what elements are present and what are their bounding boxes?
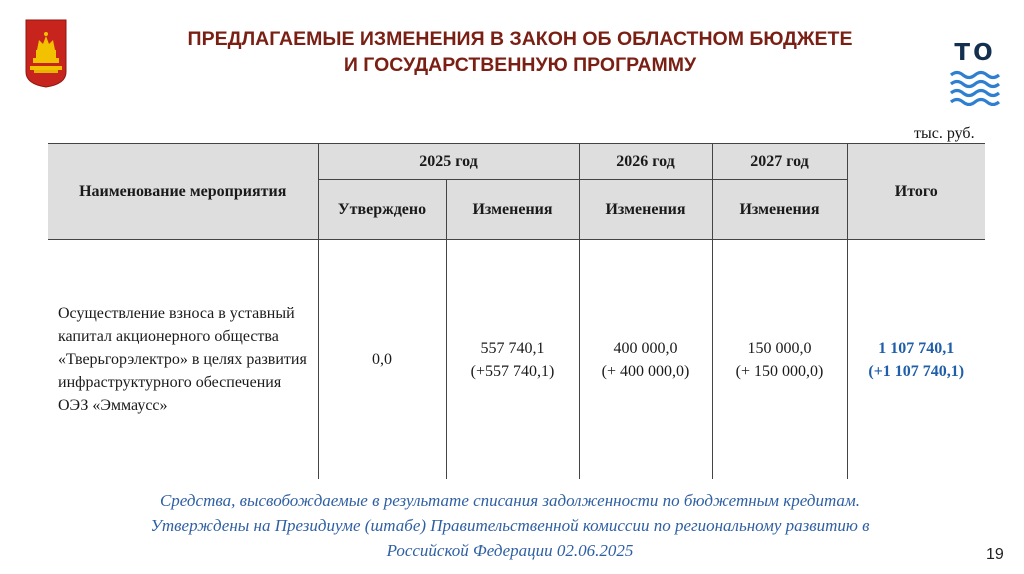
header-total: Итого bbox=[847, 144, 985, 240]
cell-approved-2025: 0,0 bbox=[318, 240, 446, 480]
row-name: Осуществление взноса в уставный капитал акционерного общества «Тверьгорэлектро» в целях развития инфраструктурного обеспечения ОЭЗ «Эммаусс» bbox=[48, 240, 318, 480]
header-year-2026: 2026 год bbox=[579, 144, 712, 180]
cell-changes-2026-delta: (+ 400 000,0) bbox=[601, 362, 690, 380]
footnote bbox=[70, 488, 950, 563]
cell-total-delta: (+1 107 740,1) bbox=[868, 362, 965, 380]
cell-changes-2027-delta: (+ 150 000,0) bbox=[735, 362, 824, 380]
subheader-approved: Утверждено bbox=[318, 180, 446, 240]
page-number: 19 bbox=[986, 546, 1004, 563]
cell-changes-2025-value: 557 740,1 bbox=[480, 339, 545, 357]
logo-text: ТО bbox=[954, 40, 996, 66]
footnote-line-3: Российской Федерации 02.06.2025 bbox=[386, 541, 634, 560]
subheader-changes-2025: Изменения bbox=[446, 180, 579, 240]
cell-total-value: 1 107 740,1 bbox=[878, 339, 955, 357]
page-title bbox=[100, 26, 940, 78]
cell-changes-2027 bbox=[712, 240, 847, 480]
coat-of-arms-icon bbox=[24, 18, 68, 88]
header-year-2027: 2027 год bbox=[712, 144, 847, 180]
cell-total bbox=[847, 240, 985, 480]
subheader-changes-2026: Изменения bbox=[579, 180, 712, 240]
logo bbox=[946, 40, 1004, 106]
budget-table bbox=[48, 143, 985, 479]
table-header-row bbox=[48, 144, 985, 180]
cell-changes-2026-value: 400 000,0 bbox=[613, 339, 678, 357]
cell-changes-2026 bbox=[579, 240, 712, 480]
unit-label: тыс. руб. bbox=[914, 125, 975, 142]
title-line-1: ПРЕДЛАГАЕМЫЕ ИЗМЕНЕНИЯ В ЗАКОН ОБ ОБЛАСТНОМ БЮДЖЕТЕ bbox=[187, 28, 853, 50]
header-name: Наименование мероприятия bbox=[48, 144, 318, 240]
subheader-changes-2027: Изменения bbox=[712, 180, 847, 240]
cell-changes-2025 bbox=[446, 240, 579, 480]
cell-changes-2027-value: 150 000,0 bbox=[747, 339, 812, 357]
table-row bbox=[48, 240, 985, 480]
footnote-line-1: Средства, высвобождаемые в результате списания задолженности по бюджетным кредитам. bbox=[159, 491, 861, 510]
waves-icon bbox=[949, 70, 1001, 106]
header-year-2025: 2025 год bbox=[318, 144, 579, 180]
footnote-line-2: Утверждены на Президиуме (штабе) Правительственной комиссии по региональному развитию в bbox=[150, 516, 870, 535]
title-line-2: И ГОСУДАРСТВЕННУЮ ПРОГРАММУ bbox=[343, 54, 697, 76]
cell-changes-2025-delta: (+557 740,1) bbox=[470, 362, 555, 380]
